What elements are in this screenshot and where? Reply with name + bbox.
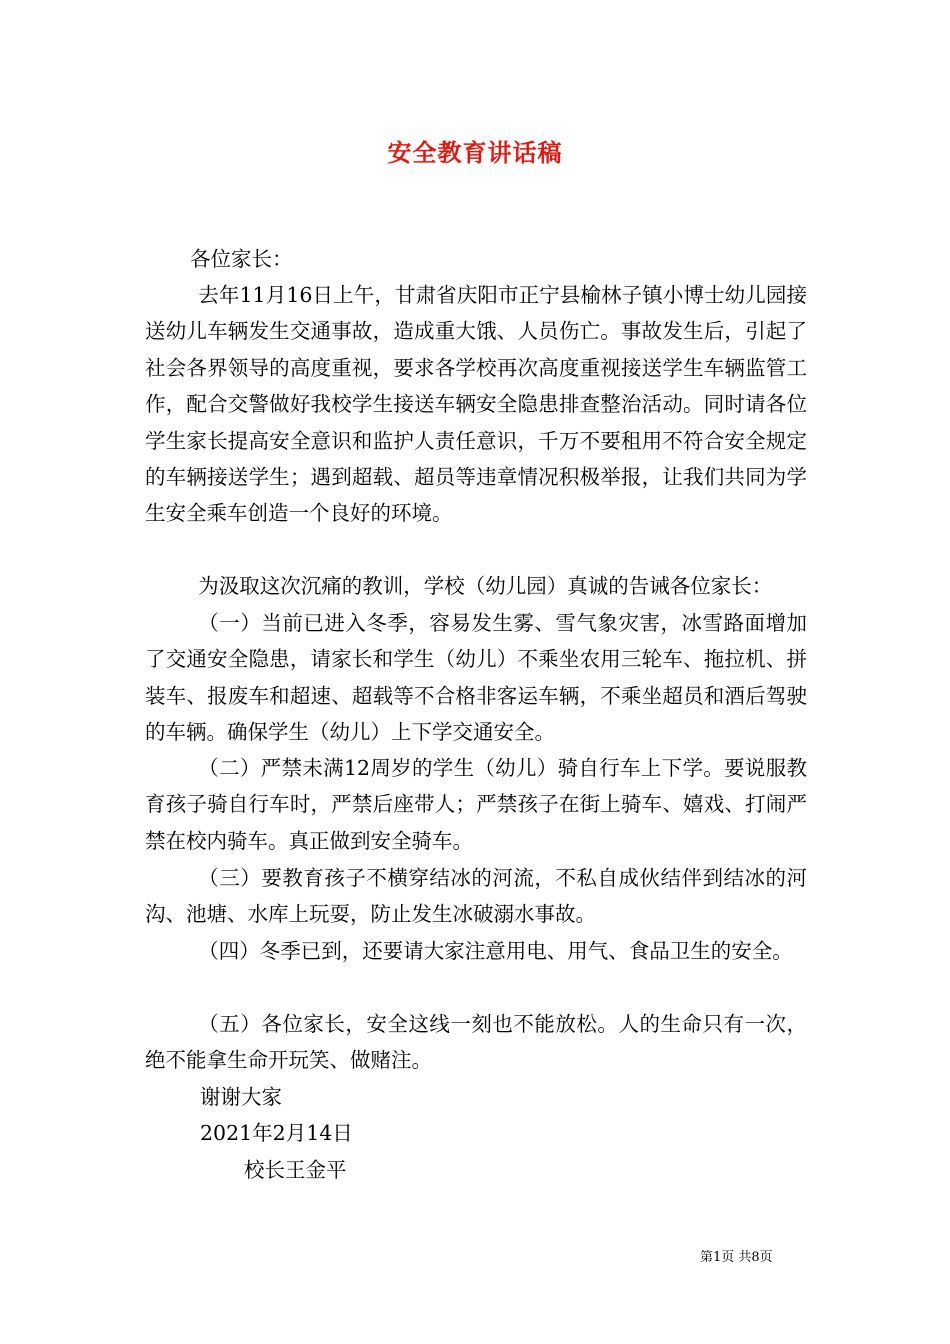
paragraph-incident: 去年11月16日上午，甘肃省庆阳市正宁县榆林子镇小博士幼儿园接送幼儿车辆发生交通事故，造成重大饿、人员伤亡。事故发生后，引起了社会各界领导的高度重视，要求各学校再次高度重视接送学生车辆监管工作，配合交警做好我校学生接送车辆安全隐患排查整治活动。同时请各位学生家长提高安全意识和监护人责任意识，千万不要租用不符合安全规定的车辆接送学生；遇到超载、超员等违章情况积极举报，让我们共同为学生安全乘车创造一个良好的环境。 xyxy=(145,283,807,526)
paragraph-item-3: （三）要教育孩子不横穿结冰的河流，不私自成伙结伴到结冰的河沟、池塘、水库上玩耍，防止发生冰破溺水事故。 xyxy=(145,866,807,927)
salutation: 各位家长： xyxy=(190,247,293,271)
paragraph-item-5: （五）各位家长，安全这线一刻也不能放松。人的生命只有一次，绝不能拿生命开玩笑、做赌注。 xyxy=(145,1012,807,1073)
page-title: 安全教育讲话稿 xyxy=(387,138,563,167)
thanks-line: 谢谢大家 xyxy=(200,1085,282,1109)
signature-line: 校长王金平 xyxy=(244,1158,347,1182)
paragraph-item-4: （四）冬季已到，还要请大家注意用电、用气、食品卫生的安全。 xyxy=(198,939,793,963)
paragraph-item-2: （二）严禁未满12周岁的学生（幼儿）骑自行车上下学。要说服教育孩子骑自行车时，严禁后座带人；严禁孩子在街上骑车、嬉戏、打闹严禁在校内骑车。真正做到安全骑车。 xyxy=(145,756,807,853)
paragraph-intro-warning: 为汲取这次沉痛的教训，学校（幼儿园）真诚的告诫各位家长： xyxy=(198,574,773,598)
date-line: 2021年2月14日 xyxy=(200,1121,353,1145)
page-number: 第1页 共8页 xyxy=(700,1250,773,1265)
paragraph-item-1: （一）当前已进入冬季，容易发生雾、雪气象灾害，冰雪路面增加了交通安全隐患，请家长和学生（幼儿）不乘坐农用三轮车、拖拉机、拼装车、报废车和超速、超载等不合格非客运车辆，不乘坐超员和酒后驾驶的车辆。确保学生（幼儿）上下学交通安全。 xyxy=(145,611,807,745)
